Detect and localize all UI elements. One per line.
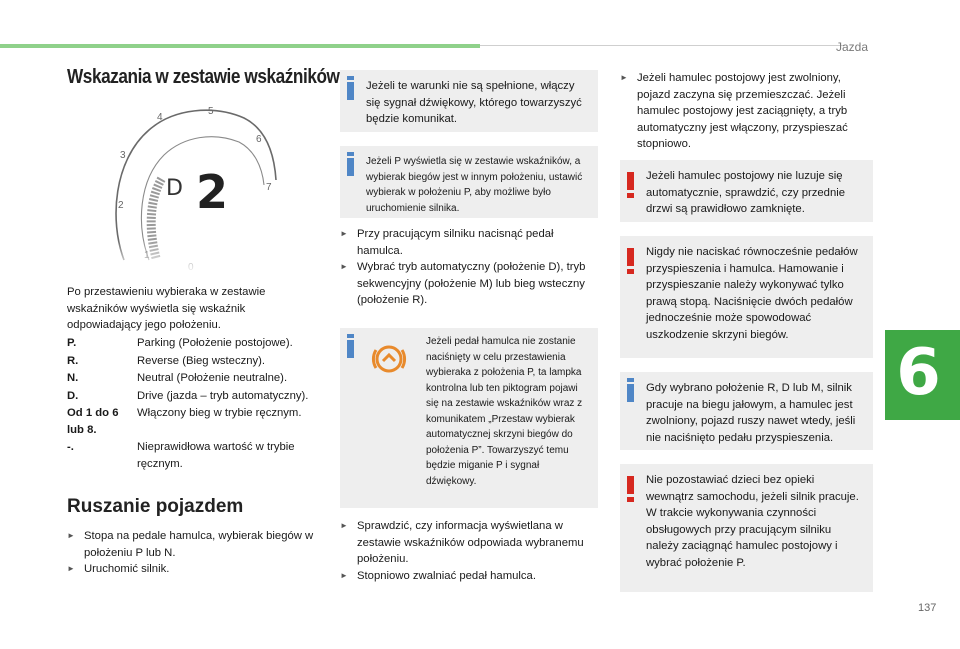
list-item: ► Przy pracującym silniku nacisnąć pedał hamulca. <box>340 226 595 259</box>
gauge-mode: D <box>166 176 183 201</box>
info-icon <box>347 82 354 100</box>
gauge-tick-5: 5 <box>208 106 214 117</box>
warning-box-children: Nie pozostawiać dzieci bez opieki wewnątrz samochodu, jeżeli silnik pracuje. W trakcie wykonywania czynności obsługowych przy pracującym silniku należy zaciągnąć hamulec postojowy i wybrać położenie P. <box>620 464 873 592</box>
list-item: ► Wybrać tryb automatyczny (położenie D), tryb sekwencyjny (położenie M) lub bieg wsteczny (położenie R). <box>340 259 595 309</box>
gauge-tick-6: 6 <box>256 134 262 145</box>
table-row: D. Drive (jazda – tryb automatyczny). <box>67 389 309 402</box>
gauge-tick-7: 7 <box>266 182 272 193</box>
info-box-brake-pictogram: Jeżeli pedał hamulca nie zostanie naciśnięty w celu przestawienia wybieraka z położenia P, ta lampka kontrolna lub ten piktogram pojawi się na zestawie wskaźników wraz z komunikatem „Przestaw wybierak automatycznej skrzyni biegów do położenia P”. Towarzyszyć temu będzie miganie P i sygnał dźwiękowy. <box>340 328 598 508</box>
list-item: ► Sprawdzić, czy informacja wyświetlana w zestawie wskaźników odpowiada wybranemu położeniu. <box>340 518 595 568</box>
table-row: Od 1 do 6 lub 8. Włączony bieg w trybie ręcznym. <box>67 407 302 436</box>
gauge-tick-2: 2 <box>118 200 124 211</box>
info-icon <box>347 158 354 176</box>
table-row: P. Parking (Położenie postojowe). <box>67 337 293 349</box>
steps-engine-running <box>340 226 595 309</box>
list-item: ► Uruchomić silnik. <box>67 561 317 578</box>
gauge-tick-4: 4 <box>157 112 163 123</box>
warning-icon <box>627 248 634 266</box>
warning-icon <box>627 476 634 494</box>
info-box-creep: Gdy wybrano położenie R, D lub M, silnik pracuje na biegu jałowym, a hamulec jest zwolniony, pojazd ruszy nawet wtedy, jeśli nie naciśnięto pedału przyspieszenia. <box>620 372 873 450</box>
warning-box-doors: Jeżeli hamulec postojowy nie luzuje się automatycznie, sprawdzić, czy przednie drzwi są prawidłowo zamknięte. <box>620 160 873 222</box>
steps-parking-brake <box>620 70 870 153</box>
page-number: 137 <box>918 602 937 614</box>
warning-icon <box>627 172 634 190</box>
list-item: ► Stopniowo zwalniać pedał hamulca. <box>340 568 595 585</box>
start-steps <box>67 528 317 578</box>
list-item: ► Jeżeli hamulec postojowy jest zwolniony, pojazd zaczyna się przemieszczać. Jeżeli hamulec postojowy jest zaciągnięty, a tryb automatyczny jest włączony, przyspieszać stopniowo. <box>620 70 870 153</box>
gauge-cluster-illustration <box>104 100 294 275</box>
chapter-number: 6 <box>896 336 941 410</box>
chapter-tab <box>885 330 960 420</box>
table-row: N. Neutral (Położenie neutralne). <box>67 372 288 384</box>
warning-box-pedals: Nigdy nie naciskać równocześnie pedałów przyspieszenia i hamulca. Hamowanie i przyspieszanie należy wykonywać tylko prawą stopą. Naciśnięcie dwóch pedałów jednocześnie może spowodować uszkodzenie skrzyni biegów. <box>620 236 873 358</box>
steps-release <box>340 518 595 584</box>
gear-positions-table <box>67 335 337 473</box>
heading-start: Ruszanie pojazdem <box>67 496 244 517</box>
info-box-p-display: Jeżeli P wyświetla się w zestawie wskaźników, a wybierak biegów jest w innym położeniu, ustawić wybierak w położeniu P, aby możliwe było uruchomienie silnika. <box>340 146 598 218</box>
gauge-tick-3: 3 <box>120 150 126 161</box>
header-accent-bar <box>0 44 480 48</box>
intro-text: Po przestawieniu wybieraka w zestawie wskaźników wyświetla się wskaźnik odpowiadający jego położeniu. <box>67 286 266 331</box>
table-row: -. Nieprawidłowa wartość w trybie ręcznym. <box>67 441 295 470</box>
header-rule <box>480 45 845 46</box>
section-title: Jazda <box>836 40 869 54</box>
info-icon <box>627 384 634 402</box>
list-item: ► Stopa na pedale hamulca, wybierak biegów w położeniu P lub N. <box>67 528 317 561</box>
info-box-conditions: Jeżeli te warunki nie są spełnione, włączy się sygnał dźwiękowy, którego towarzyszyć będzie komunikat. <box>340 70 598 132</box>
table-row: R. Reverse (Bieg wsteczny). <box>67 354 266 367</box>
gauge-gear: 2 <box>196 165 229 219</box>
heading-indicators: Wskazania w zestawie wskaźników <box>67 66 340 88</box>
brake-pedal-warning-icon <box>370 340 408 378</box>
info-icon <box>347 340 354 358</box>
